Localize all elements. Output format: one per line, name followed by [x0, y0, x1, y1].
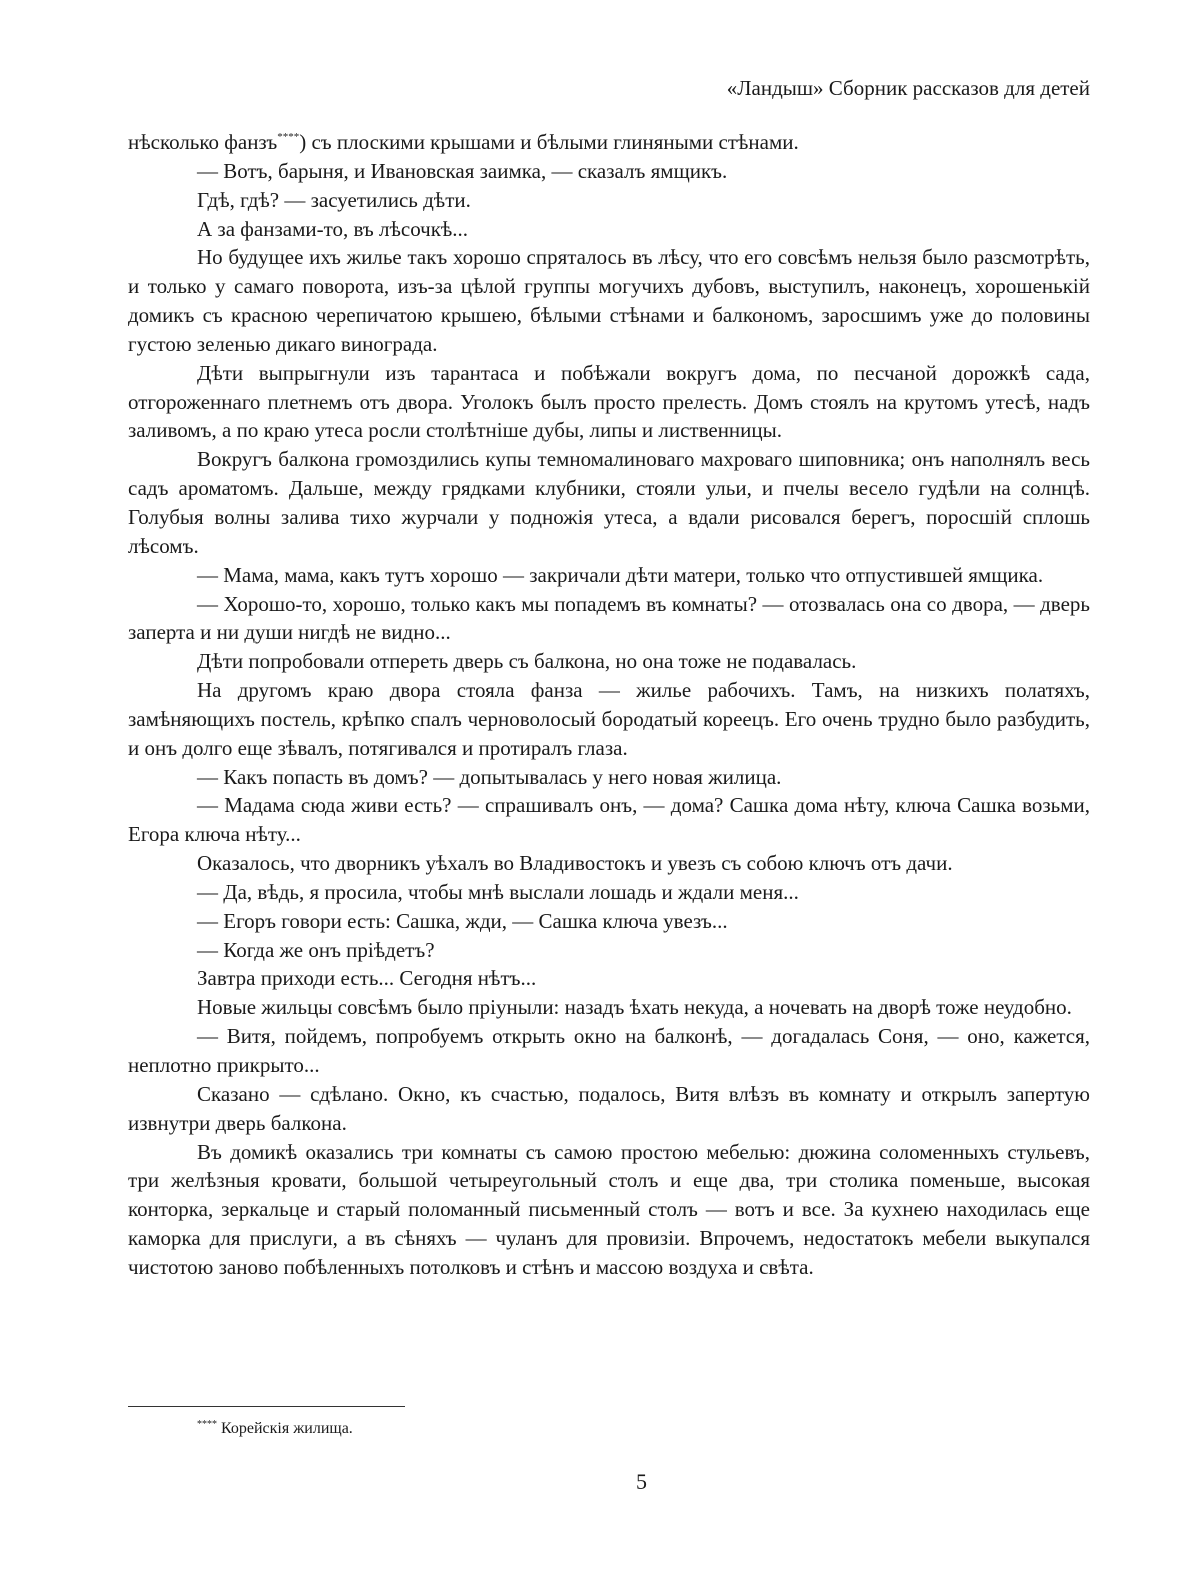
- paragraph: — Хорошо-то, хорошо, только какъ мы попадемъ въ комнаты? — отозвалась она со двора, — дверь заперта и ни души нигдѣ не видно...: [128, 591, 1090, 645]
- footnote: [197, 1418, 353, 1440]
- footnote-reference[interactable]: ****: [277, 131, 300, 143]
- continuation-line: [128, 128, 1090, 157]
- paragraph: — Какъ попасть въ домъ? — допытывалась у него новая жилица.: [197, 764, 782, 789]
- paragraph: Вокругъ балкона громоздились купы темномалиноваго махроваго шиповника; онъ наполнялъ весь садъ ароматомъ. Дальше, между грядками клубники, стояли ульи, и пчелы весело гудѣли на солнцѣ. Голубыя волны залива тихо журчали у подножія утеса, а вдали рисовался берегъ, поросшій сплошь лѣсомъ.: [128, 447, 1090, 558]
- paragraph: Гдѣ, гдѣ? — засуетились дѣти.: [197, 187, 471, 212]
- paragraph: Сказано — сдѣлано. Окно, къ счастью, подалось, Витя влѣзъ въ комнату и открылъ запертую извнутри дверь балкона.: [128, 1081, 1090, 1135]
- paragraph: — Когда же онъ пріѣдетъ?: [197, 937, 435, 962]
- paragraph: Оказалось, что дворникъ уѣхалъ во Владивостокъ и увезъ съ собою ключъ отъ дачи.: [197, 851, 953, 876]
- footnote-text: Корейскія жилища.: [217, 1420, 353, 1437]
- paragraph: — Вотъ, барыня, и Ивановская заимка, — сказалъ ямщикъ.: [197, 158, 728, 183]
- paragraph: Завтра приходи есть... Сегодня нѣтъ...: [197, 966, 537, 991]
- footnote-divider: [128, 1406, 405, 1407]
- story-text: [128, 128, 1090, 1282]
- paragraph: Дѣти выпрыгнули изъ тарантаса и побѣжали вокругъ дома, по песчаной дорожкѣ сада, отгороженнаго плетнемъ отъ двора. Уголокъ былъ просто прелесть. Домъ стоялъ на крутомъ утесѣ, надъ заливомъ, а по краю утеса росли столѣтніше дубы, липы и лиственницы.: [128, 360, 1090, 443]
- paragraph: Но будущее ихъ жилье такъ хорошо спряталось въ лѣсу, что его совсѣмъ нельзя было разсмотрѣть, и только у самаго поворота, изъ-за цѣлой группы могучихъ дубовъ, выступилъ, наконецъ, хорошенькій домикъ съ красною черепичатою крышею, бѣлыми стѣнами и балкономъ, заросшимъ уже до половины густою зеленью дикаго винограда.: [128, 245, 1090, 356]
- paragraph: — Егоръ говори есть: Сашка, жди, — Сашка ключа увезъ...: [197, 908, 728, 933]
- running-header: «Ландыш» Сборник рассказов для детей: [726, 76, 1090, 100]
- paragraph: — Витя, пойдемъ, попробуемъ открыть окно на балконѣ, — догадалась Соня, — оно, кажется, неплотно прикрыто...: [128, 1024, 1090, 1077]
- first-line-text: нѣсколько фанзъ: [128, 130, 278, 154]
- paragraph: — Да, вѣдь, я просила, чтобы мнѣ выслали лошадь и ждали меня...: [197, 879, 799, 904]
- paragraph: На другомъ краю двора стояла фанза — жилье рабочихъ. Тамъ, на низкихъ полатяхъ, замѣняющихъ постель, крѣпко спалъ черноволосый бородатый кореецъ. Его очень трудно было разбудить, и онъ долго еще зѣвалъ, потягивался и протиралъ глаза.: [128, 678, 1090, 760]
- footnote-marker: ****: [197, 1419, 217, 1430]
- page-number: 5: [636, 1469, 647, 1494]
- first-line-rest: ) съ плоскими крышами и бѣлыми глиняными стѣнами.: [299, 130, 799, 154]
- paragraph: — Мама, мама, какъ тутъ хорошо — закричали дѣти матери, только что отпустившей ямщика.: [197, 562, 1044, 587]
- paragraph: А за фанзами-то, въ лѣсочкѣ...: [197, 216, 469, 241]
- paragraph: Новые жильцы совсѣмъ было пріуныли: назадъ ѣхать некуда, а ночевать на дворѣ тоже неудобно.: [197, 995, 1072, 1020]
- paragraph: Дѣти попробовали отпереть дверь съ балкона, но она тоже не подавалась.: [197, 649, 857, 674]
- paragraph: Въ домикѣ оказались три комнаты съ самою простою мебелью: дюжина соломенныхъ стульевъ, три желѣзныя кровати, большой четыреугольный столъ и еще два, три столика поменьше, высокая конторка, зеркальце и старый поломанный письменный столъ — вотъ и все. За кухнею находилась еще каморка для прислуги, а въ сѣняхъ — чуланъ для провизіи. Впрочемъ, недостатокъ мебели выкупался чистотою заново побѣленныхъ потолковъ и стѣнъ и массою воздуха и свѣта.: [128, 1139, 1090, 1279]
- paragraph: — Мадама сюда живи есть? — спрашивалъ онъ, — дома? Сашка дома нѣту, ключа Сашка возьми, Егора ключа нѣту...: [128, 793, 1090, 847]
